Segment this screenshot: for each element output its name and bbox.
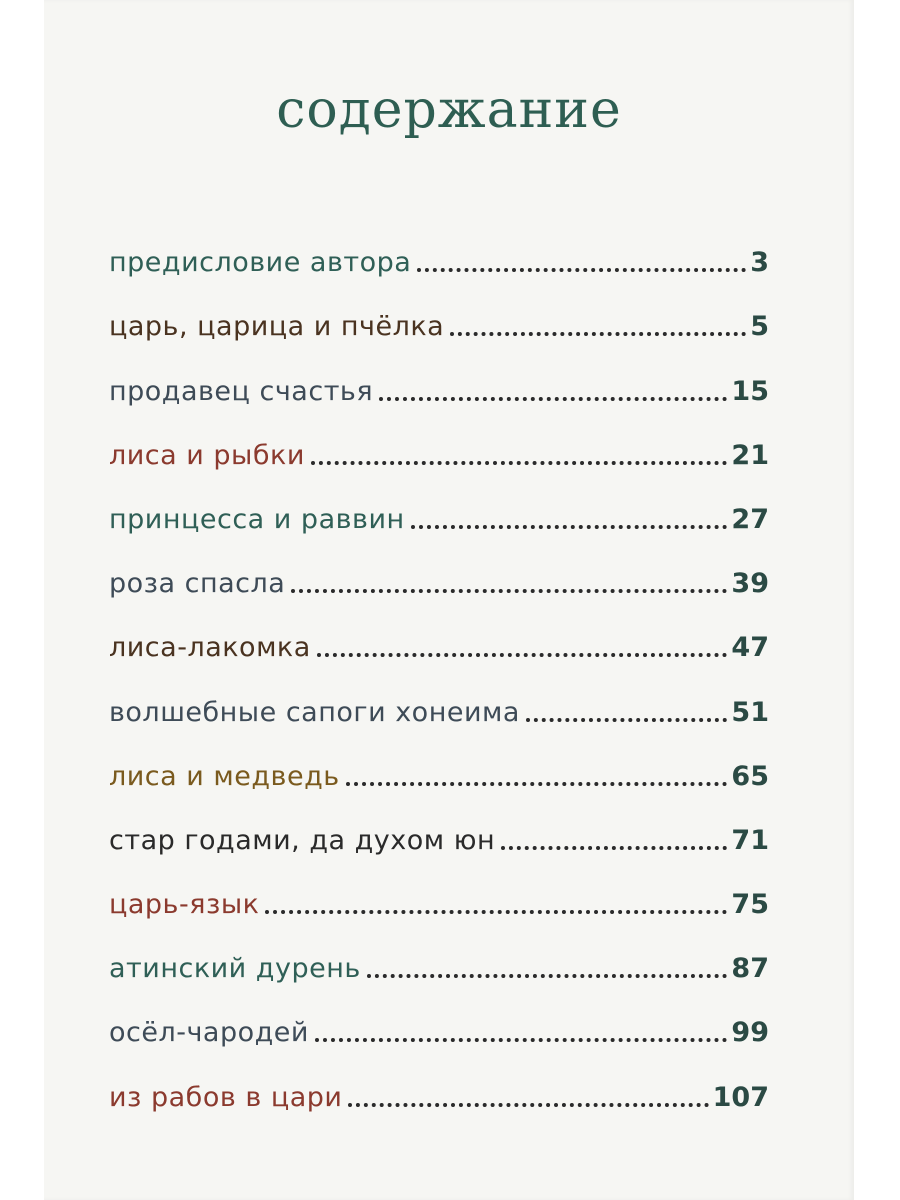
dot-leader xyxy=(411,525,728,529)
toc-entry xyxy=(109,726,769,790)
toc-entry-title: лиса и медведь xyxy=(109,760,340,792)
toc-entry-title: из рабов в цари xyxy=(109,1081,343,1113)
dot-leader xyxy=(379,397,727,401)
toc-entry xyxy=(109,790,769,854)
toc-entry-page-number: 99 xyxy=(731,1017,769,1049)
toc-entry-page-number: 39 xyxy=(731,568,769,600)
toc-entry-page-number: 3 xyxy=(750,247,769,279)
toc-entry xyxy=(109,340,769,407)
toc-entry-page-number: 87 xyxy=(731,953,769,985)
toc-entry-title: стар годами, да духом юн xyxy=(109,824,496,856)
toc-entry-title: продавец счастья xyxy=(109,375,374,407)
toc-entry-page-number: 15 xyxy=(731,375,769,407)
book-page xyxy=(44,0,854,1200)
dot-leader xyxy=(501,846,727,850)
toc-entry xyxy=(109,533,769,600)
table-of-contents xyxy=(109,212,769,1111)
dot-leader xyxy=(450,332,746,336)
toc-entry xyxy=(109,405,769,469)
toc-entry-title: лиса и рыбки xyxy=(109,439,305,471)
dot-leader xyxy=(417,268,746,272)
toc-entry-page-number: 51 xyxy=(731,696,769,728)
toc-entry xyxy=(109,597,769,664)
dot-leader xyxy=(346,782,728,786)
toc-entry-title: принцесса и раввин xyxy=(109,503,405,535)
toc-entry xyxy=(109,982,769,1049)
toc-entry-title: атинский дурень xyxy=(109,953,361,985)
toc-entry-title: волшебные сапоги хонеима xyxy=(109,696,520,728)
toc-entry xyxy=(109,276,769,343)
toc-entry-title: царь, царица и пчёлка xyxy=(109,311,445,343)
toc-entry xyxy=(109,469,769,533)
toc-entry xyxy=(109,854,769,921)
toc-entry-title: роза спасла xyxy=(109,568,286,600)
toc-entry-page-number: 65 xyxy=(731,760,769,792)
toc-entry-page-number: 5 xyxy=(750,311,769,343)
toc-entry xyxy=(109,1046,769,1113)
dot-leader xyxy=(317,653,728,657)
toc-entry-title: лиса-лакомка xyxy=(109,632,311,664)
page-title: содержание xyxy=(276,80,622,140)
toc-entry xyxy=(109,212,769,279)
toc-entry-title: предисловие автора xyxy=(109,247,412,279)
dot-leader xyxy=(526,718,727,722)
toc-entry-page-number: 27 xyxy=(731,503,769,535)
toc-entry-page-number: 47 xyxy=(731,632,769,664)
toc-entry-page-number: 21 xyxy=(731,439,769,471)
dot-leader xyxy=(367,974,728,978)
toc-entry-title: царь-язык xyxy=(109,889,260,921)
toc-entry xyxy=(109,661,769,728)
toc-entry-page-number: 107 xyxy=(712,1081,769,1113)
dot-leader xyxy=(265,910,727,914)
dot-leader xyxy=(315,1038,727,1042)
dot-leader xyxy=(348,1103,708,1107)
toc-entry-page-number: 71 xyxy=(731,824,769,856)
toc-entry xyxy=(109,918,769,985)
toc-entry-title: осёл-чародей xyxy=(109,1017,309,1049)
toc-entry-page-number: 75 xyxy=(731,889,769,921)
dot-leader xyxy=(291,589,727,593)
dot-leader xyxy=(311,461,728,465)
